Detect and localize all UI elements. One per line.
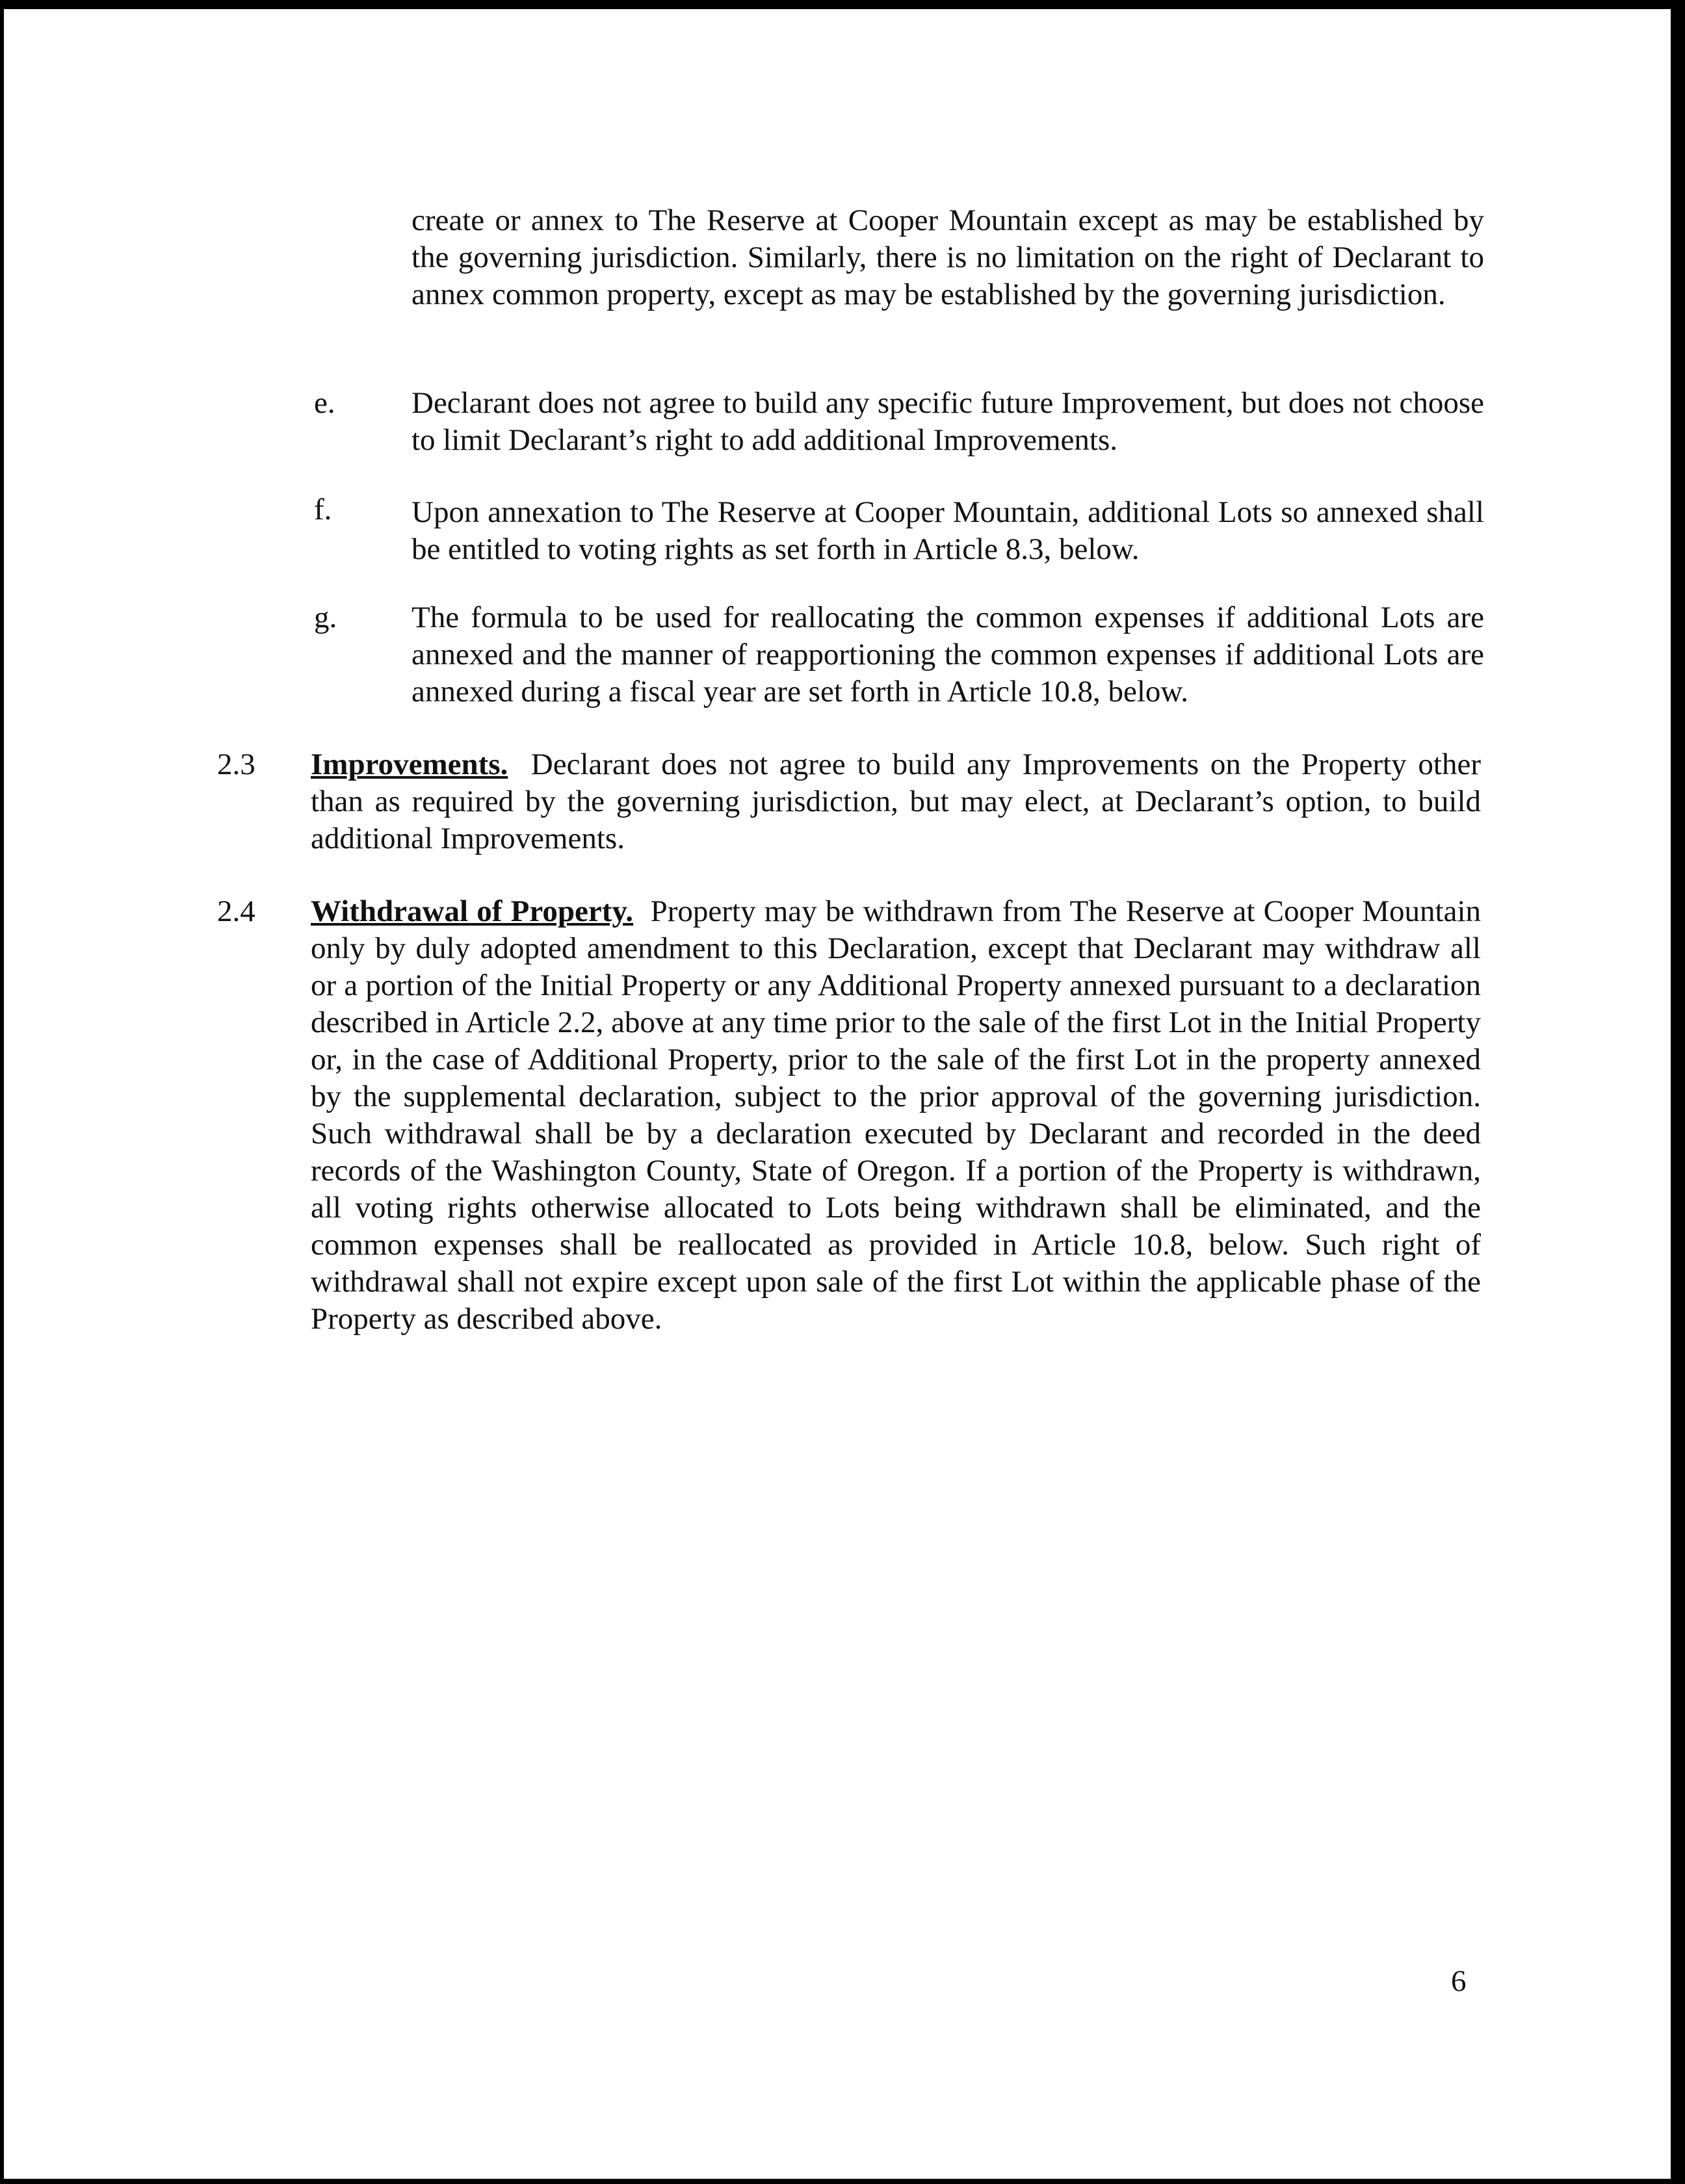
scan-border-right <box>1671 0 1685 2184</box>
scan-border-left <box>0 0 4 2184</box>
section-2-4-text: Property may be withdrawn from The Reserve at Cooper Mountain only by duly adopted amendment to this Declaration, except that Declarant may withdraw all or a portion of the Initial Property or any Additional Property annexed pursuant to a declaration described in Article 2.2, above at any time prior to the sale of the first Lot in the Initial Property or, in the case of Additional Property, prior to the sale of the first Lot in the property annexed by the supplemental declaration, subject to the prior approval of the governing jurisdiction. Such withdrawal shall be by a declaration executed by Declarant and recorded in the deed records of the Washington County, State of Oregon. If a portion of the Property is withdrawn, all voting rights otherwise allocated to Lots being withdrawn shall be eliminated, and the common expenses shall be reallocated as provided in Article 10.8, below. Such right of withdrawal shall not expire except upon sale of the first Lot within the applicable phase of the Property as described above. <box>311 894 1482 1336</box>
section-2-3-number: 2.3 <box>217 748 255 781</box>
item-f-marker: f. <box>314 493 332 526</box>
section-2-4-heading: Withdrawal of Property. <box>311 894 634 928</box>
scan-border-bottom <box>0 2179 1685 2184</box>
intro-paragraph: create or annex to The Reserve at Cooper Mountain except as may be established by the governing jurisdiction. Similarly, there is no limitation on the right of Declarant to annex common property, except as may be established by the governing jurisdiction. <box>411 203 1484 311</box>
item-e-text: Declarant does not agree to build any specific future Improvement, but does not choose to limit Declarant’s right to add additional Improvements. <box>411 386 1484 457</box>
section-2-4-body <box>311 893 1481 1338</box>
section-2-4-number: 2.4 <box>217 894 255 928</box>
item-g-text: The formula to be used for reallocating the common expenses if additional Lots are annexed and the manner of reapportioning the common expenses if additional Lots are annexed during a fiscal year are set forth in Article 10.8, below. <box>411 601 1484 708</box>
item-g-marker: g. <box>314 601 337 634</box>
page-number: 6 <box>1451 1964 1467 1998</box>
item-f-text: Upon annexation to The Reserve at Cooper Mountain, additional Lots so annexed shall be entitled to voting rights as set forth in Article 8.3, below. <box>411 495 1484 566</box>
section-2-3-body <box>311 746 1481 857</box>
section-2-3-heading: Improvements. <box>311 748 508 781</box>
section-2-3-text: Declarant does not agree to build any Improvements on the Property other than as required by the governing jurisdiction, but may elect, at Declarant’s option, to build additional Improvements. <box>311 748 1481 855</box>
item-e-marker: e. <box>314 386 335 420</box>
scan-border-top <box>0 0 1685 9</box>
